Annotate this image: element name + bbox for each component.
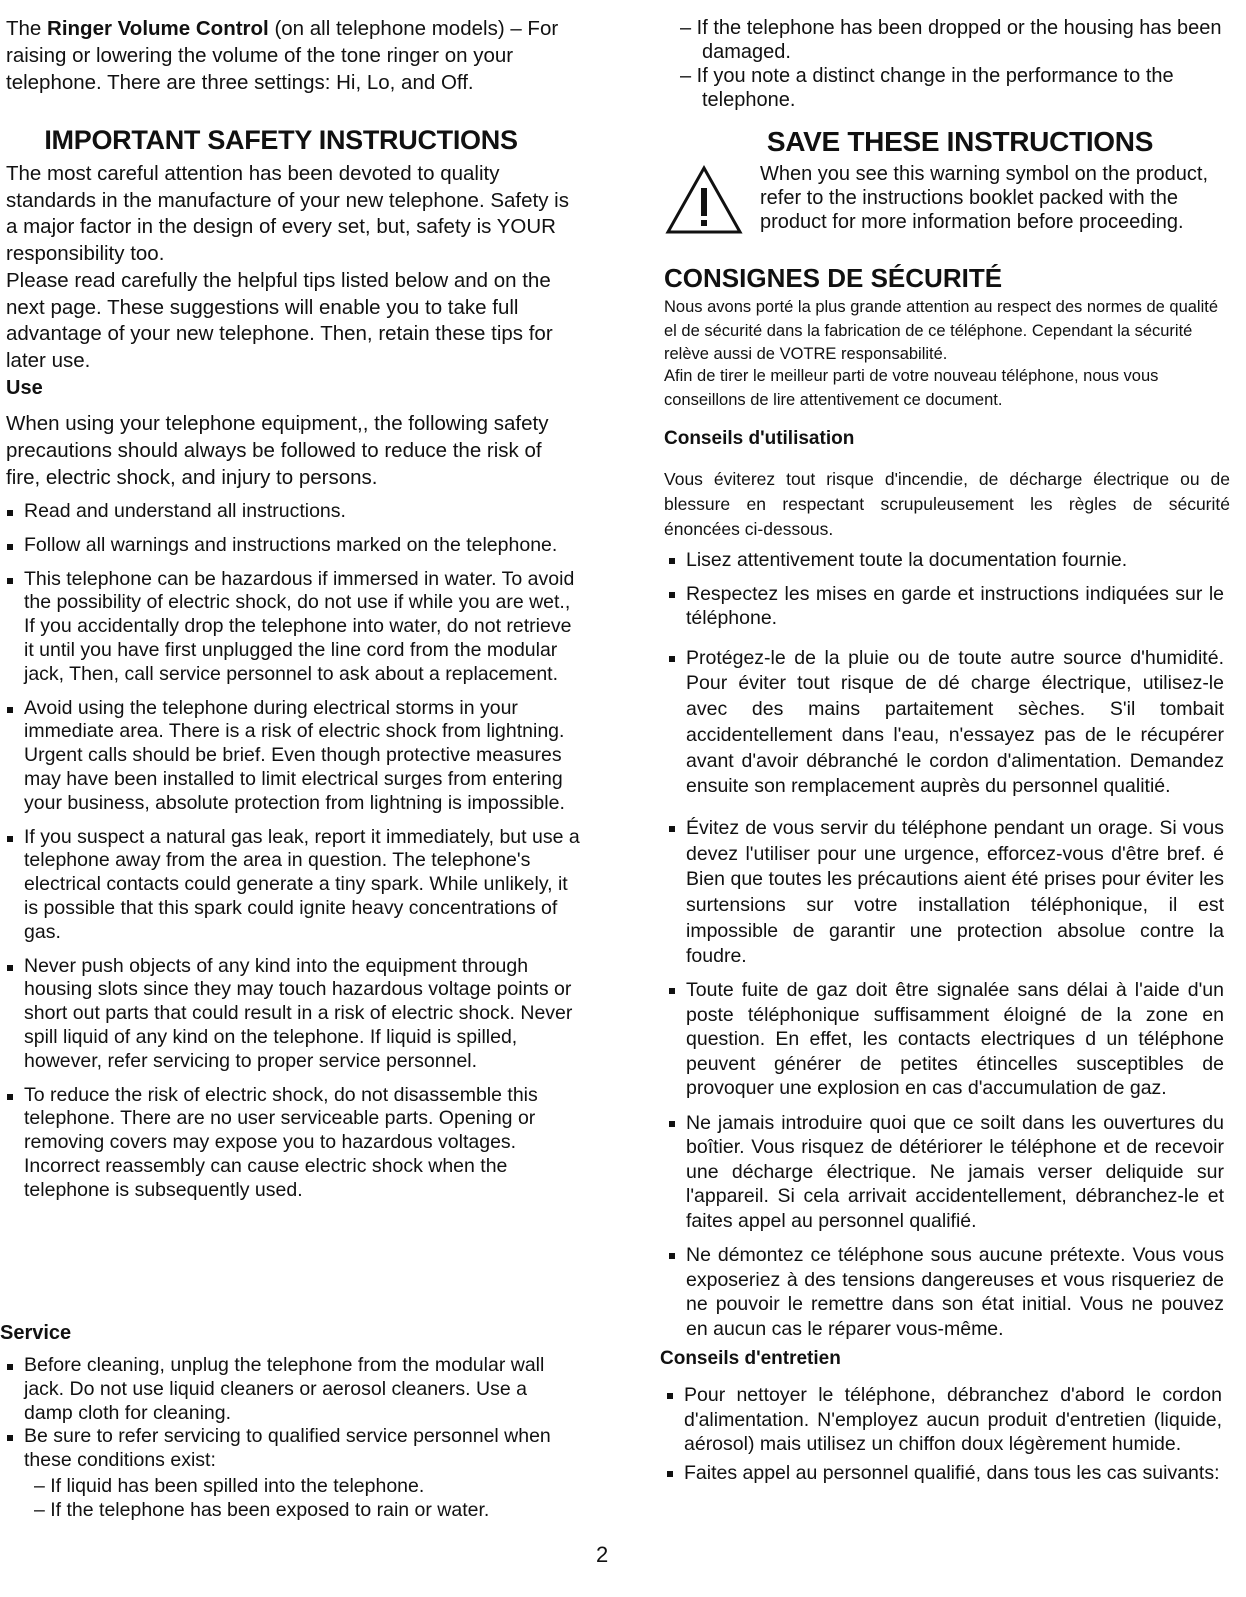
list-item: Before cleaning, unplug the telephone from the modular wall jack. Do not use liquid cleaners or aerosol cleaners. Use a damp cloth for cleaning. (6, 1354, 580, 1425)
fr-use-heading: Conseils d'utilisation (664, 428, 855, 449)
ringer-intro: The Ringer Volume Control (on all telephone models) – For raising or lowering the volume of the tone ringer on your telephone. There are three settings: Hi, Lo, and Off. (6, 17, 559, 94)
fr-para-2: Afin de tirer le meilleur parti de votre nouveau téléphone, nous vous conseillons de lire attentivement ce document. (664, 367, 1159, 409)
list-item: Follow all warnings and instructions marked on the telephone. (6, 534, 580, 558)
fr-use-bullet-list (668, 548, 1224, 1341)
list-item: – If liquid has been spilled into the telephone. (34, 1475, 425, 1497)
safety-heading: IMPORTANT SAFETY INSTRUCTIONS (44, 125, 518, 155)
list-item: Protégez-le de la pluie ou de toute autre source d'humidité. Pour éviter tout risque de dé charge électrique, utilisez-le avec des mains partaitement sèches. S'il tombait accidentellement dans l'eau, n'essayez pas de le récupérer avant d'avoir débranché le cordon d'alimentation. Demandez ensuite son remplacement auprès du personnel qualitié. (668, 646, 1224, 800)
save-instructions-heading: SAVE THESE INSTRUCTIONS (766, 126, 1154, 157)
use-bullet-list (6, 500, 580, 1203)
list-item: Ne jamais introduire quoi que ce soilt dans les ouvertures du boîtier. Vous risquez de détériorer le téléphone et de recevoir une décharge électrique. Ne jamais verser deliquide sur l'appareil. Si cela arrivait accidentellement, débranchez-le et faites appel au personnel qualifié. (668, 1111, 1224, 1234)
service-condition-list (34, 1474, 489, 1522)
fr-service-heading: Conseils d'entretien (660, 1348, 841, 1369)
list-item: – If the telephone has been exposed to rain or water. (34, 1499, 490, 1521)
list-item: Faites appel au personnel qualifié, dans tous les cas suivants: (666, 1461, 1222, 1485)
warning-text: When you see this warning symbol on the product, refer to the instructions booklet packed with the product for more information before proceeding. (760, 163, 1209, 233)
safety-para-1: The most careful attention has been devoted to quality standards in the manufacture of your new telephone. Safety is a major factor in the design of every set, but, safety is YOUR responsibility too. (6, 162, 569, 265)
list-item: This telephone can be hazardous if immersed in water. To avoid the possibility of electric shock, do not use if while you are wet., If you accidentally drop the telephone into water, do not retrieve it until you have first unplugged the line cord from the modular jack, Then, call service personnel to ask about a replacement. (6, 568, 580, 687)
list-item: Be sure to refer servicing to qualified service personnel when these conditions exist: (6, 1425, 580, 1473)
warning-triangle-icon (664, 164, 744, 236)
service-heading: Service (0, 1322, 72, 1344)
ringer-title: Ringer Volume Control (47, 17, 269, 40)
use-heading: Use (6, 377, 43, 399)
page-number: 2 (596, 1542, 609, 1567)
service-bullet-list (6, 1354, 580, 1473)
list-item: Pour nettoyer le téléphone, débranchez d'abord le cordon d'alimentation. N'employez aucun produit d'entretien (liquide, aérosol) mais utilisez un chiffon doux légèrement humide. (666, 1383, 1222, 1457)
list-item: Respectez les mises en garde et instructions indiquées sur le téléphone. (668, 582, 1224, 630)
list-item: Toute fuite de gaz doit être signalée sans délai à l'aide d'un poste téléphonique suffisamment éloigné de la zone en question. En effet, les contacts electriques d un téléphone peuvent générer de petites étincelles susceptibles de provoquer une explosion en cas d'accumulation de gaz. (668, 978, 1224, 1101)
list-item: Lisez attentivement toute la documentation fournie. (668, 548, 1224, 574)
condition-list-continued (680, 16, 1226, 112)
list-item: – If the telephone has been dropped or the housing has been damaged. (680, 17, 1222, 63)
fr-para-1: Nous avons porté la plus grande attention au respect des normes de qualité el de sécurité dans la fabrication de ce téléphone. Cependant la sécurité relève aussi de VOTRE responsabilité. (664, 298, 1219, 363)
fr-safety-heading: CONSIGNES DE SÉCURITÉ (664, 263, 1003, 293)
list-item: Never push objects of any kind into the equipment through housing slots since they may touch hazardous voltage points or short out parts that could result in a risk of electric shock. Never spill liquid of any kind on the telephone. If liquid is spilled, however, refer servicing to proper service personnel. (6, 955, 580, 1074)
list-item: Read and understand all instructions. (6, 500, 580, 524)
list-item: Ne démontez ce téléphone sous aucune prétexte. Vous vous exposeriez à des tensions dangereuses et vous risqueriez de ne pouvoir le remettre dans son état initial. Vous ne pouvez en aucun cas le réparer vous-même. (668, 1243, 1224, 1341)
list-item: To reduce the risk of electric shock, do not disassemble this telephone. There are no user serviceable parts. Opening or removing covers may expose you to hazardous voltages. Incorrect reassembly can cause electric shock when the telephone is subsequently used. (6, 1084, 580, 1203)
fr-service-bullet-list (666, 1383, 1222, 1485)
list-item: Évitez de vous servir du téléphone pendant un orage. Si vous devez l'utiliser pour une urgence, efforcez-vous d'être bref. é Bien que toutes les précautions aient été prises pour éviter les surtensions sur votre installation téléphonique, il est impossible de garantir une protection absolue contre la foudre. (668, 816, 1224, 970)
list-item: Avoid using the telephone during electrical storms in your immediate area. There is a risk of electric shock from lightning. Urgent calls should be brief. Even though protective measures may have been installed to limit electrical surges from entering your business, absolute protection from lightning is impossible. (6, 697, 580, 816)
use-intro: When using your telephone equipment,, the following safety precautions should always be followed to reduce the risk of fire, electric shock, and injury to persons. (6, 412, 549, 489)
list-item: – If you note a distinct change in the performance to the telephone. (680, 65, 1174, 111)
list-item: If you suspect a natural gas leak, report it immediately, but use a telephone away from the area in question. The telephone's electrical contacts could generate a tiny spark. While unlikely, it is possible that this spark could ignite heavy concentrations of gas. (6, 826, 580, 945)
safety-para-2: Please read carefully the helpful tips listed below and on the next page. These suggestions will enable you to take full advantage of your new telephone. Then, retain these tips for later use. (6, 269, 553, 372)
fr-use-intro: Vous éviterez tout risque d'incendie, de décharge électrique ou de blessure en respectant scrupuleusement les règles de sécurité énoncées ci-dessous. (664, 469, 1230, 539)
